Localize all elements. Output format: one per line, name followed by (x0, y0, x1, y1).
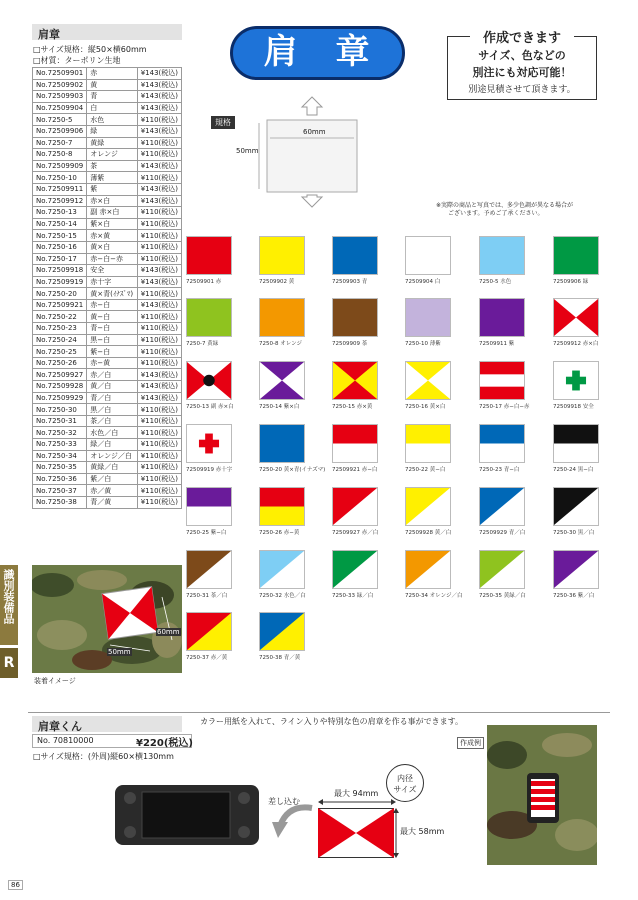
item-price: ¥110(税込) (137, 357, 181, 369)
item-number: No.72509921 (33, 299, 87, 311)
spec-size: □サイズ規格：縦50×横60mm (33, 45, 147, 54)
table-row (33, 265, 182, 277)
table-row (33, 381, 182, 393)
table-row (33, 276, 182, 288)
item-color: 紫×白 (87, 218, 137, 230)
item-number: No.7250-25 (33, 346, 87, 358)
item-price: ¥143(税込) (137, 392, 181, 404)
item-price: ¥110(税込) (137, 473, 181, 485)
item-number: No.7250-8 (33, 149, 87, 161)
insert-sample (318, 808, 394, 858)
item-color: 黄／白 (87, 381, 137, 393)
swatch-caption: 7250-22 黄−白 (405, 467, 446, 473)
item-price: ¥143(税込) (137, 299, 181, 311)
swatch-caption: 7250-23 青−白 (479, 467, 520, 473)
photo-caption: 装着イメージ (34, 677, 76, 685)
spec-material: □材質：ターポリン生地 (33, 56, 121, 65)
item-price: ¥110(税込) (137, 462, 181, 474)
swatch (259, 550, 305, 589)
holder-title: 肩章くん (32, 716, 182, 732)
photo-dim-w: 50mm (108, 648, 131, 656)
holder-number: No. 70810000 (37, 736, 94, 745)
item-price: ¥110(税込) (137, 172, 181, 184)
item-price: ¥110(税込) (137, 137, 181, 149)
item-price: ¥143(税込) (137, 183, 181, 195)
item-price: ¥143(税込) (137, 276, 181, 288)
swatch-caption: 7250-32 水色／白 (259, 593, 306, 599)
item-price: ¥110(税込) (137, 323, 181, 335)
swatch-caption: 72509903 青 (332, 279, 368, 285)
item-number: No.7250-26 (33, 357, 87, 369)
item-price: ¥110(税込) (137, 207, 181, 219)
swatch (405, 361, 451, 400)
example-label: 作成例 (457, 737, 484, 749)
item-number: No.7250-33 (33, 439, 87, 451)
holder-product-image (112, 780, 262, 850)
swatch (332, 424, 378, 463)
swatch-caption: 72509928 黄／白 (405, 530, 452, 536)
swatch-caption: 7250-15 赤×黄 (332, 404, 373, 410)
table-row (33, 172, 182, 184)
swatch (405, 298, 451, 337)
custom-line-3: 別途見積させて頂きます。 (468, 85, 576, 95)
swatch-caption: 7250-5 水色 (479, 279, 512, 285)
item-price: ¥110(税込) (137, 149, 181, 161)
swatch (186, 361, 232, 400)
swatch-caption: 72509909 茶 (332, 341, 368, 347)
insert-label: 差し込む (268, 797, 300, 806)
item-color: 副 赤×白 (87, 207, 137, 219)
item-number: No.7250-37 (33, 485, 87, 497)
swatch (479, 424, 525, 463)
item-color: 黄−白 (87, 311, 137, 323)
swatch-caption: 72509927 赤／白 (332, 530, 379, 536)
spec-label: 規格 (211, 116, 235, 129)
table-row (33, 439, 182, 451)
item-color: 水色 (87, 114, 137, 126)
swatch (259, 424, 305, 463)
table-row (33, 218, 182, 230)
swatch-caption: 72509906 緑 (553, 279, 589, 285)
item-color: 茶 (87, 160, 137, 172)
table-row (33, 253, 182, 265)
item-price: ¥110(税込) (137, 288, 181, 300)
item-number: No.72509928 (33, 381, 87, 393)
item-number: No.7250-16 (33, 241, 87, 253)
table-row (33, 427, 182, 439)
swatch-caption: 72509904 白 (405, 279, 441, 285)
item-number: No.72509906 (33, 125, 87, 137)
swatch-caption: 7250-35 黄緑／白 (479, 593, 526, 599)
table-row (33, 91, 182, 103)
swatch-caption: 72509929 青／白 (479, 530, 526, 536)
item-color: 青／黄 (87, 496, 137, 508)
table-row (33, 299, 182, 311)
table-row (33, 357, 182, 369)
item-number: No.72509904 (33, 102, 87, 114)
item-price: ¥110(税込) (137, 253, 181, 265)
swatch (553, 361, 599, 400)
dim-width: 60mm (303, 128, 326, 136)
swatch-caption: 7250-38 青／黄 (259, 655, 301, 661)
item-color: 水色／白 (87, 427, 137, 439)
swatch-caption: 7250-14 紫×白 (259, 404, 300, 410)
table-row (33, 149, 182, 161)
max-height-label: 最大 58mm (400, 827, 445, 836)
item-color: 緑 (87, 125, 137, 137)
item-number: No.7250-30 (33, 404, 87, 416)
item-color: 赤 (87, 68, 137, 80)
table-row (33, 183, 182, 195)
item-color: 安全 (87, 265, 137, 277)
item-price: ¥110(税込) (137, 439, 181, 451)
swatch (332, 550, 378, 589)
item-number: No.72509918 (33, 265, 87, 277)
dim-height: 50mm (236, 147, 259, 155)
swatch-caption: 72509918 安全 (553, 404, 594, 410)
swatch (553, 298, 599, 337)
item-color: 黄×白 (87, 241, 137, 253)
item-color: 赤×白 (87, 195, 137, 207)
table-row (33, 404, 182, 416)
swatch (259, 298, 305, 337)
swatch (405, 236, 451, 275)
swatch (553, 236, 599, 275)
item-number: No.72509929 (33, 392, 87, 404)
item-number: No.7250-13 (33, 207, 87, 219)
item-price: ¥110(税込) (137, 450, 181, 462)
table-row (33, 369, 182, 381)
banner-title: 肩 章 (263, 32, 372, 72)
table-row (33, 230, 182, 242)
item-color: 緑／白 (87, 439, 137, 451)
item-color: 薄紫 (87, 172, 137, 184)
section-divider (28, 712, 610, 713)
table-row (33, 125, 182, 137)
swatch (186, 487, 232, 526)
item-number: No.72509912 (33, 195, 87, 207)
swatch (553, 424, 599, 463)
item-price: ¥143(税込) (137, 91, 181, 103)
color-note-1: ※実際の商品と写真では、多少色調が異なる場合が (436, 202, 574, 209)
item-number: No.7250-17 (33, 253, 87, 265)
swatch-caption: 72509911 紫 (479, 341, 515, 347)
swatch-caption: 72509921 赤−白 (332, 467, 378, 473)
swatch-caption: 7250-37 赤／黄 (186, 655, 228, 661)
swatch-caption: 7250-25 紫−白 (186, 530, 227, 536)
item-number: No.7250-22 (33, 311, 87, 323)
item-number: No.7250-23 (33, 323, 87, 335)
title-banner (230, 26, 405, 80)
swatch-caption: 72509902 黄 (259, 279, 295, 285)
inner-size-badge (386, 764, 424, 802)
item-number: No.72509901 (33, 68, 87, 80)
example-photo (487, 725, 597, 865)
side-tab (0, 565, 18, 645)
item-color: 白 (87, 102, 137, 114)
item-color: 青／白 (87, 392, 137, 404)
item-number: No.7250-7 (33, 137, 87, 149)
swatch-caption: 7250-34 オレンジ／白 (405, 593, 463, 599)
item-color: 赤十字 (87, 276, 137, 288)
side-tab-text: 識別装備品 (2, 569, 15, 624)
item-color: 黄 (87, 79, 137, 91)
item-number: No.72509919 (33, 276, 87, 288)
item-color: オレンジ／白 (87, 450, 137, 462)
item-number: No.72509909 (33, 160, 87, 172)
item-color: 赤−白 (87, 299, 137, 311)
item-color: 赤−黄 (87, 357, 137, 369)
swatch (186, 550, 232, 589)
item-price: ¥110(税込) (137, 415, 181, 427)
item-price: ¥143(税込) (137, 160, 181, 172)
item-price: ¥110(税込) (137, 404, 181, 416)
table-row (33, 195, 182, 207)
side-tab-letter: R (0, 648, 18, 678)
item-price: ¥110(税込) (137, 241, 181, 253)
item-price: ¥143(税込) (137, 102, 181, 114)
swatch-caption: 7250-16 黄×白 (405, 404, 446, 410)
item-number: No.7250-14 (33, 218, 87, 230)
swatch (259, 487, 305, 526)
item-color: オレンジ (87, 149, 137, 161)
swatch-caption: 7250-26 赤−黄 (259, 530, 300, 536)
swatch (186, 424, 232, 463)
item-color: 黄緑／白 (87, 462, 137, 474)
item-price: ¥143(税込) (137, 265, 181, 277)
swatch (259, 361, 305, 400)
item-color: 黒−白 (87, 334, 137, 346)
item-number: No.7250-34 (33, 450, 87, 462)
swatch (259, 612, 305, 651)
swatch-caption: 7250-36 紫／白 (553, 593, 595, 599)
item-price: ¥110(税込) (137, 346, 181, 358)
item-price: ¥110(税込) (137, 496, 181, 508)
swatch (479, 487, 525, 526)
item-color: 紫 (87, 183, 137, 195)
item-color: 赤×黄 (87, 230, 137, 242)
table-row (33, 392, 182, 404)
swatch-caption: 7250-24 黒−白 (553, 467, 594, 473)
photo-dim-h: 60mm (157, 628, 180, 636)
item-price: ¥143(税込) (137, 381, 181, 393)
swatch-caption: 7250-7 黄緑 (186, 341, 219, 347)
custom-heading: 作成できます (470, 27, 574, 46)
swatch (553, 550, 599, 589)
custom-line-1: サイズ、色などの (478, 49, 566, 62)
swatch (479, 298, 525, 337)
item-color: 青 (87, 91, 137, 103)
holder-description: カラー用紙を入れて、ライン入りや特別な色の肩章を作る事ができます。 (200, 717, 463, 726)
table-row (33, 114, 182, 126)
table-row (33, 334, 182, 346)
swatch-caption: 7250-31 茶／白 (186, 593, 228, 599)
item-number: No.7250-24 (33, 334, 87, 346)
table-row (33, 415, 182, 427)
swatch-caption: 72509901 赤 (186, 279, 222, 285)
swatch-caption: 72509919 赤十字 (186, 467, 233, 473)
item-number: No.7250-31 (33, 415, 87, 427)
item-color: 青−白 (87, 323, 137, 335)
item-number: No.7250-35 (33, 462, 87, 474)
table-row (33, 68, 182, 80)
table-row (33, 450, 182, 462)
item-number: No.7250-20 (33, 288, 87, 300)
item-color: 茶／白 (87, 415, 137, 427)
holder-spec: □サイズ規格：(外周)縦60×横130mm (33, 752, 174, 761)
item-number: No.72509903 (33, 91, 87, 103)
item-color: 黄×青(ｲﾅｽﾞﾏ) (87, 288, 137, 300)
swatch-caption: 7250-17 赤−白−赤 (479, 404, 530, 410)
swatch (186, 236, 232, 275)
item-number: No.72509911 (33, 183, 87, 195)
item-price: ¥110(税込) (137, 334, 181, 346)
item-color: 黒／白 (87, 404, 137, 416)
table-row (33, 311, 182, 323)
item-number: No.72509902 (33, 79, 87, 91)
inner-size-1: 内径 (397, 774, 413, 783)
swatch-caption: 7250-20 黄×青(イナズマ) (259, 467, 326, 473)
swatch (479, 550, 525, 589)
swatch-caption: 7250-10 薄紫 (405, 341, 441, 347)
item-number: No.7250-38 (33, 496, 87, 508)
item-number: No.7250-36 (33, 473, 87, 485)
swatch (332, 236, 378, 275)
swatch (332, 298, 378, 337)
item-number: No.7250-32 (33, 427, 87, 439)
price-table (32, 67, 182, 509)
item-price: ¥110(税込) (137, 218, 181, 230)
table-row (33, 346, 182, 358)
item-color: 黄緑 (87, 137, 137, 149)
swatch (332, 487, 378, 526)
item-color: 赤−白−赤 (87, 253, 137, 265)
table-row (33, 79, 182, 91)
holder-price: ¥220(税込) (136, 738, 193, 749)
table-row (33, 288, 182, 300)
swatch (186, 298, 232, 337)
table-row (33, 473, 182, 485)
item-price: ¥143(税込) (137, 79, 181, 91)
item-number: No.7250-5 (33, 114, 87, 126)
item-price: ¥110(税込) (137, 114, 181, 126)
item-price: ¥110(税込) (137, 311, 181, 323)
table-row (33, 241, 182, 253)
item-color: 赤／白 (87, 369, 137, 381)
swatch-caption: 7250-33 緑／白 (332, 593, 374, 599)
table-row (33, 102, 182, 114)
swatch (332, 361, 378, 400)
table-row (33, 207, 182, 219)
custom-line-2: 別注にも対応可能！ (472, 66, 572, 79)
table-row (33, 323, 182, 335)
item-color: 紫／白 (87, 473, 137, 485)
item-price: ¥143(税込) (137, 369, 181, 381)
swatch-caption: 7250-13 副 赤×白 (186, 404, 234, 410)
swatch (405, 424, 451, 463)
item-price: ¥143(税込) (137, 125, 181, 137)
item-color: 赤／黄 (87, 485, 137, 497)
item-number: No.72509927 (33, 369, 87, 381)
swatch-caption: 7250-30 黒／白 (553, 530, 595, 536)
item-price: ¥110(税込) (137, 427, 181, 439)
item-price: ¥143(税込) (137, 195, 181, 207)
table-row (33, 137, 182, 149)
item-number: No.7250-10 (33, 172, 87, 184)
table-row (33, 496, 182, 508)
item-price: ¥110(税込) (137, 485, 181, 497)
item-color: 紫−白 (87, 346, 137, 358)
swatch (186, 612, 232, 651)
swatch (479, 361, 525, 400)
page-number: 86 (8, 880, 23, 890)
swatch (259, 236, 305, 275)
swatch (405, 487, 451, 526)
swatch (553, 487, 599, 526)
item-number: No.7250-15 (33, 230, 87, 242)
swatch (405, 550, 451, 589)
table-row (33, 462, 182, 474)
color-note-2: ございます。予めご了承ください。 (448, 210, 544, 217)
max-width-label: 最大 94mm (334, 789, 379, 798)
item-price: ¥110(税込) (137, 230, 181, 242)
section-title: 肩章 (32, 24, 182, 40)
inner-size-2: サイズ (393, 785, 417, 794)
swatch (479, 236, 525, 275)
table-row (33, 160, 182, 172)
table-row (33, 485, 182, 497)
swatch-caption: 72509912 赤×白 (553, 341, 599, 347)
wearing-photo (32, 565, 182, 673)
item-price: ¥143(税込) (137, 68, 181, 80)
swatch-caption: 7250-8 オレンジ (259, 341, 302, 347)
